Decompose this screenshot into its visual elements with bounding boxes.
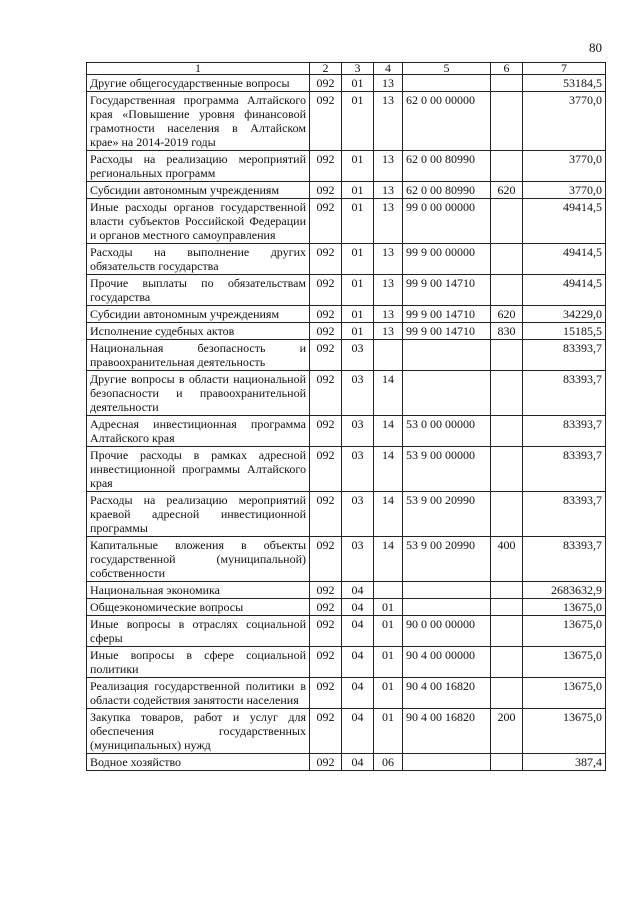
cell-subsection: 14: [374, 416, 403, 447]
cell-amount: 13675,0: [523, 678, 606, 709]
budget-table: [86, 62, 606, 771]
header-cell-col4: 4: [374, 63, 403, 75]
cell-amount: 13675,0: [523, 709, 606, 754]
header-cell-col3: 3: [342, 63, 374, 75]
cell-target-article: 99 9 00 14710: [403, 275, 491, 306]
cell-amount: 83393,7: [523, 492, 606, 537]
cell-expense-type: 620: [491, 306, 523, 323]
cell-ministry: 092: [310, 151, 342, 182]
cell-name: Расходы на реализацию мероприятий региональных программ: [87, 151, 310, 182]
cell-amount: 83393,7: [523, 537, 606, 582]
cell-section: 03: [342, 371, 374, 416]
cell-name: Иные вопросы в отраслях социальной сферы: [87, 616, 310, 647]
cell-name: Водное хозяйство: [87, 754, 310, 771]
cell-subsection: [374, 582, 403, 599]
cell-subsection: [374, 340, 403, 371]
cell-name: Общеэкономические вопросы: [87, 599, 310, 616]
cell-target-article: 53 9 00 20990: [403, 537, 491, 582]
cell-section: 01: [342, 323, 374, 340]
cell-expense-type: [491, 199, 523, 244]
cell-section: 01: [342, 275, 374, 306]
cell-name: Прочие выплаты по обязательствам государства: [87, 275, 310, 306]
cell-ministry: 092: [310, 537, 342, 582]
cell-amount: 15185,5: [523, 323, 606, 340]
cell-expense-type: [491, 599, 523, 616]
cell-target-article: 62 0 00 80990: [403, 182, 491, 199]
cell-amount: 3770,0: [523, 182, 606, 199]
cell-section: 01: [342, 306, 374, 323]
cell-ministry: 092: [310, 678, 342, 709]
cell-subsection: 01: [374, 599, 403, 616]
cell-ministry: 092: [310, 244, 342, 275]
table-row: [87, 647, 606, 678]
table-row: [87, 199, 606, 244]
cell-ministry: 092: [310, 616, 342, 647]
cell-target-article: [403, 599, 491, 616]
table-row: [87, 616, 606, 647]
cell-expense-type: 200: [491, 709, 523, 754]
cell-subsection: 14: [374, 492, 403, 537]
cell-expense-type: 830: [491, 323, 523, 340]
cell-target-article: 62 0 00 00000: [403, 92, 491, 151]
cell-amount: 34229,0: [523, 306, 606, 323]
cell-target-article: 99 9 00 00000: [403, 244, 491, 275]
cell-target-article: 99 9 00 14710: [403, 306, 491, 323]
cell-target-article: [403, 754, 491, 771]
cell-name: Другие общегосударственные вопросы: [87, 75, 310, 92]
cell-target-article: 53 0 00 00000: [403, 416, 491, 447]
table-row: [87, 537, 606, 582]
cell-ministry: 092: [310, 306, 342, 323]
table-row: [87, 447, 606, 492]
cell-section: 04: [342, 647, 374, 678]
cell-section: 04: [342, 616, 374, 647]
cell-ministry: 092: [310, 582, 342, 599]
cell-section: 03: [342, 537, 374, 582]
cell-ministry: 092: [310, 75, 342, 92]
cell-expense-type: [491, 754, 523, 771]
cell-expense-type: 620: [491, 182, 523, 199]
table-row: [87, 323, 606, 340]
cell-subsection: 14: [374, 537, 403, 582]
cell-ministry: 092: [310, 275, 342, 306]
cell-name: Иные расходы органов государственной власти субъектов Российской Федерации и органов местного самоуправления: [87, 199, 310, 244]
table-row: [87, 709, 606, 754]
cell-section: 03: [342, 447, 374, 492]
cell-name: Закупка товаров, работ и услуг для обеспечения государственных (муниципальных) нужд: [87, 709, 310, 754]
header-cell-col5: 5: [403, 63, 491, 75]
cell-ministry: 092: [310, 323, 342, 340]
cell-subsection: 06: [374, 754, 403, 771]
cell-subsection: 01: [374, 678, 403, 709]
cell-expense-type: [491, 75, 523, 92]
cell-name: Исполнение судебных актов: [87, 323, 310, 340]
cell-subsection: 13: [374, 244, 403, 275]
cell-target-article: 62 0 00 80990: [403, 151, 491, 182]
cell-section: 01: [342, 92, 374, 151]
cell-subsection: 14: [374, 371, 403, 416]
cell-subsection: 13: [374, 199, 403, 244]
cell-name: Расходы на выполнение других обязательств государства: [87, 244, 310, 275]
cell-section: 03: [342, 492, 374, 537]
cell-name: Прочие расходы в рамках адресной инвестиционной программы Алтайского края: [87, 447, 310, 492]
cell-amount: 53184,5: [523, 75, 606, 92]
cell-expense-type: [491, 416, 523, 447]
cell-target-article: 90 4 00 16820: [403, 678, 491, 709]
cell-expense-type: [491, 340, 523, 371]
cell-section: 04: [342, 709, 374, 754]
cell-amount: 83393,7: [523, 416, 606, 447]
cell-amount: 13675,0: [523, 647, 606, 678]
cell-ministry: 092: [310, 599, 342, 616]
cell-section: 04: [342, 678, 374, 709]
page-number: 80: [589, 40, 602, 55]
cell-name: Расходы на реализацию мероприятий краевой адресной инвестиционной программы: [87, 492, 310, 537]
cell-amount: 49414,5: [523, 275, 606, 306]
cell-section: 04: [342, 582, 374, 599]
table-header: [87, 63, 606, 75]
cell-amount: 83393,7: [523, 447, 606, 492]
cell-subsection: 13: [374, 182, 403, 199]
cell-amount: 3770,0: [523, 151, 606, 182]
cell-section: 01: [342, 244, 374, 275]
cell-ministry: 092: [310, 182, 342, 199]
cell-ministry: 092: [310, 447, 342, 492]
cell-ministry: 092: [310, 371, 342, 416]
table-row: [87, 182, 606, 199]
cell-expense-type: [491, 492, 523, 537]
table-row: [87, 340, 606, 371]
table-row: [87, 678, 606, 709]
cell-expense-type: [491, 151, 523, 182]
cell-amount: 13675,0: [523, 616, 606, 647]
table-row: [87, 75, 606, 92]
cell-section: 01: [342, 182, 374, 199]
cell-target-article: 90 0 00 00000: [403, 616, 491, 647]
cell-section: 04: [342, 754, 374, 771]
cell-subsection: 13: [374, 75, 403, 92]
cell-name: Национальная экономика: [87, 582, 310, 599]
table-body: [87, 75, 606, 771]
cell-expense-type: [491, 447, 523, 492]
cell-name: Субсидии автономным учреждениям: [87, 182, 310, 199]
cell-target-article: 99 0 00 00000: [403, 199, 491, 244]
table-row: [87, 275, 606, 306]
cell-section: 04: [342, 599, 374, 616]
header-cell-col7: 7: [523, 63, 606, 75]
cell-expense-type: [491, 647, 523, 678]
table-row: [87, 244, 606, 275]
cell-amount: 49414,5: [523, 244, 606, 275]
cell-target-article: 90 4 00 00000: [403, 647, 491, 678]
cell-amount: 387,4: [523, 754, 606, 771]
cell-subsection: 13: [374, 323, 403, 340]
cell-section: 03: [342, 416, 374, 447]
table-row: [87, 416, 606, 447]
cell-subsection: 14: [374, 447, 403, 492]
header-cell-col6: 6: [491, 63, 523, 75]
cell-target-article: 53 9 00 20990: [403, 492, 491, 537]
cell-subsection: 01: [374, 709, 403, 754]
cell-target-article: [403, 371, 491, 416]
cell-ministry: 092: [310, 92, 342, 151]
cell-name: Национальная безопасность и правоохранительная деятельность: [87, 340, 310, 371]
cell-expense-type: [491, 371, 523, 416]
cell-expense-type: [491, 244, 523, 275]
cell-ministry: 092: [310, 647, 342, 678]
cell-section: 01: [342, 151, 374, 182]
cell-name: Иные вопросы в сфере социальной политики: [87, 647, 310, 678]
table-row: [87, 754, 606, 771]
cell-expense-type: [491, 275, 523, 306]
cell-ministry: 092: [310, 709, 342, 754]
header-cell-col2: 2: [310, 63, 342, 75]
cell-expense-type: 400: [491, 537, 523, 582]
cell-subsection: 13: [374, 151, 403, 182]
table-row: [87, 582, 606, 599]
header-row: [87, 63, 606, 75]
cell-subsection: 13: [374, 92, 403, 151]
cell-subsection: 13: [374, 275, 403, 306]
cell-expense-type: [491, 616, 523, 647]
header-cell-col1: 1: [87, 63, 310, 75]
cell-target-article: 90 4 00 16820: [403, 709, 491, 754]
cell-section: 01: [342, 75, 374, 92]
table-row: [87, 92, 606, 151]
cell-amount: 83393,7: [523, 340, 606, 371]
table-row: [87, 371, 606, 416]
cell-ministry: 092: [310, 340, 342, 371]
cell-expense-type: [491, 678, 523, 709]
cell-name: Адресная инвестиционная программа Алтайского края: [87, 416, 310, 447]
cell-ministry: 092: [310, 199, 342, 244]
cell-amount: 2683632,9: [523, 582, 606, 599]
table-row: [87, 151, 606, 182]
cell-subsection: 01: [374, 647, 403, 678]
cell-name: Субсидии автономным учреждениям: [87, 306, 310, 323]
cell-target-article: [403, 75, 491, 92]
cell-target-article: [403, 340, 491, 371]
table-row: [87, 306, 606, 323]
cell-amount: 49414,5: [523, 199, 606, 244]
cell-target-article: 99 9 00 14710: [403, 323, 491, 340]
cell-target-article: [403, 582, 491, 599]
cell-amount: 13675,0: [523, 599, 606, 616]
cell-section: 03: [342, 340, 374, 371]
cell-subsection: 13: [374, 306, 403, 323]
cell-section: 01: [342, 199, 374, 244]
cell-subsection: 01: [374, 616, 403, 647]
cell-ministry: 092: [310, 416, 342, 447]
cell-expense-type: [491, 92, 523, 151]
cell-ministry: 092: [310, 754, 342, 771]
cell-ministry: 092: [310, 492, 342, 537]
cell-name: Государственная программа Алтайского края «Повышение уровня финансовой грамотности населения в Алтайском крае» на 2014-2019 годы: [87, 92, 310, 151]
cell-name: Другие вопросы в области национальной безопасности и правоохранительной деятельности: [87, 371, 310, 416]
table-row: [87, 599, 606, 616]
cell-name: Капитальные вложения в объекты государственной (муниципальной) собственности: [87, 537, 310, 582]
cell-amount: 3770,0: [523, 92, 606, 151]
cell-target-article: 53 9 00 00000: [403, 447, 491, 492]
cell-expense-type: [491, 582, 523, 599]
cell-amount: 83393,7: [523, 371, 606, 416]
table-row: [87, 492, 606, 537]
cell-name: Реализация государственной политики в области содействия занятости населения: [87, 678, 310, 709]
